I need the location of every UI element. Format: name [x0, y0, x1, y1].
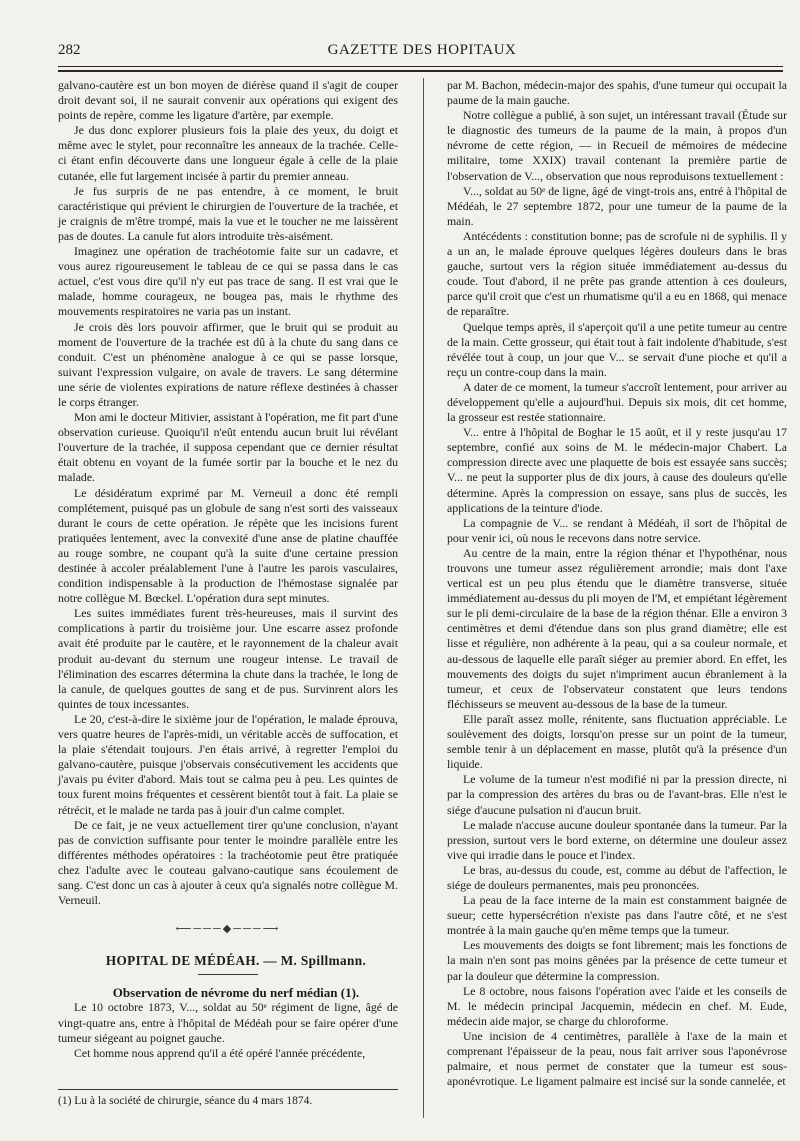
- paragraph: par M. Bachon, médecin-major des spahis, d'une tumeur qui occupait la paume de la main gauche.: [447, 78, 787, 108]
- paragraph: V..., soldat au 50ᵉ de ligne, âgé de vingt-trois ans, entré à l'hôpital de Médéah, le 27 septembre 1872, pour une tumeur de la paume de la main.: [447, 183, 787, 228]
- left-column: [58, 78, 398, 1061]
- title-rule: [198, 974, 258, 975]
- paragraph: La peau de la face interne de la main est constamment baignée de sueur; cette hypersécrétion n'existe pas dans l'autre côté, et ne s'est montrée à la main gauche qu'en même temps que la tumeur.: [447, 893, 787, 938]
- footnote-rule: [58, 1089, 398, 1090]
- column-separator: [423, 78, 424, 1118]
- footnote: (1) Lu à la société de chirurgie, séance du 4 mars 1874.: [58, 1095, 313, 1107]
- paragraph: Notre collègue a publié, à son sujet, un intéressant travail (Étude sur le diagnostic des tumeurs de la paume de la main, à propos d'un névrome de cette région, — in Recueil de mémoires de médecine militaire, tome XXIX) travail contenant la première partie de l'observation de V..., observation que nous reproduisons textuellement :: [447, 108, 787, 183]
- paragraph: V... entre à l'hôpital de Boghar le 15 août, et il y reste jusqu'au 17 septembre, confié aux soins de M. le médecin-major Chabert. La compression directe avec une plaquette de bois est essayée sans succès; V... ne peut la supporter plus de dix jours, à cause des douleurs qu'elle détermine. Après la compression on essaye, sans plus de succès, les applications de la teinture d'iode.: [447, 425, 787, 515]
- paragraph: Imaginez une opération de trachéotomie faite sur un cadavre, et vous aurez rigoureusement le tableau de ce qui se passa dans le cas actuel, c'est vous dire qu'il n'y eut pas trace de sang. Il est vrai que le malade, homme courageux, ne bougea pas, mais le rhythme des mouvements respiratoires ne varia pas un instant.: [58, 244, 398, 319]
- observation-title: Observation de névrome du nerf médian (1).: [112, 985, 360, 1001]
- paragraph: Je dus donc explorer plusieurs fois la plaie des yeux, du doigt et même avec le stylet, pour reconnaître les anneaux de la trachée. Celle-ci étant enfin découverte dans une longueur égale à celle de la plaie cutanée, elle fut largement incisée à partir du premier anneau.: [58, 123, 398, 183]
- paragraph: Je fus surpris de ne pas entendre, à ce moment, le bruit caractéristique qui prévient le chirurgien de l'ouverture de la trachée, et je craignis de m'être trompé, mais la vue et le toucher ne me laissèrent pas de doutes. La canule fut alors introduite très-aisément.: [58, 183, 398, 243]
- paragraph: Les suites immédiates furent très-heureuses, mais il survint des complications à partir du troisième jour. Une escarre assez profonde avait été produite par le cautère, et le rayonnement de la chaleur avait produit au-devant du sternum une rougeur intense. Le travail de l'élimination des escarres détermina la chute dans la trachée, le long de la canule, de quelques gouttes de sang et de pus. Survinrent alors les quintes de toux incessantes.: [58, 606, 398, 711]
- paragraph: Le désidératum exprimé par M. Verneuil a donc été rempli complétement, puisqué pas un globule de sang n'est sorti des vaisseaux durant le cours de cette opération. Je répète que les incisions furent pratiquées lentement, avec la convexité d'une anse de platine chauffée au rouge sombre, ne coupant qu'à la suite d'une certaine pression destinée à accoler préalablement l'une à l'autre les parois vasculaires, condition indispensable à la production de l'hémostase signalée par notre collègue M. Bœckel. L'opération dura sept minutes.: [58, 485, 398, 606]
- paragraph: Le bras, au-dessus du coude, est, comme au début de l'affection, le siége de douleurs permanentes, mais peu prononcées.: [447, 862, 787, 892]
- paragraph: Le malade n'accuse aucune douleur spontanée dans la tumeur. Par la pression, surtout vers le bord externe, on détermine une douleur assez vive qui irradie dans le pouce et l'index.: [447, 817, 787, 862]
- section-title: HOPITAL DE MÉDÉAH. — M. Spillmann.: [105, 953, 367, 969]
- page-header: [58, 42, 786, 64]
- paragraph: Une incision de 4 centimètres, parallèle à l'axe de la main et comprenant l'épaisseur de la peau, nous fait arriver sous l'aponévrose palmaire, et nous permet de constater que la tumeur est sous-aponévrotique. Le ligament palmaire est incisé sur la sonde cannelée, et: [447, 1028, 787, 1089]
- paragraph: galvano-cautère est un bon moyen de diérèse quand il s'agit de couper droit devant soi, il ne saurait convenir aux opérations qui exigent des points de repère, comme les ligature d'artère, par exemple.: [58, 78, 398, 123]
- header-rule-top: [58, 66, 783, 67]
- paragraph: Les mouvements des doigts se font librement; mais les fonctions de la main n'en sont pas moins gênées par la présence de cette tumeur et par la douleur que détermine la compression.: [447, 938, 787, 983]
- paragraph: La compagnie de V... se rendant à Médéah, il sort de l'hôpital de pour venir ici, où nous le recevons dans notre service.: [447, 515, 787, 545]
- paragraph: Le 20, c'est-à-dire le sixième jour de l'opération, le malade éprouva, vers quatre heures de l'après-midi, un véritable accès de suffocation, et la plaie s'étendait toujours. J'en étais arrivé, à regretter l'emploi du galvano-cautère, puisque j'observais consécutivement les accidents que j'avais pu éviter d'abord. Mais tout se calma peu à peu. Les quintes de toux furent moins fréquentes et cessèrent bientôt tout à fait. La plaie se rétrécit, et le malade ne tarda pas à jouir d'un calme complet.: [58, 711, 398, 817]
- paragraph: Mon ami le docteur Mitivier, assistant à l'opération, me fit part d'une observation curieuse. Quoiqu'il n'eût entendu aucun bruit lui révélant l'ouverture de la trachée, il supposa cependant que ce dernier résultat était obtenu en voyant de la fumée sortir par la bouche et le nez du malade.: [58, 410, 398, 485]
- page-number: 282: [58, 42, 81, 58]
- right-column: [447, 78, 787, 1089]
- header-rule-bottom: [58, 70, 783, 72]
- paragraph: Je crois dès lors pouvoir affirmer, que le bruit qui se produit au moment de l'ouverture de la trachée est dû à la chute du sang dans ce conduit. C'est un phénomène analogue à ce qui se passe lorsque, suivant l'expression vulgaire, on avale de travers. Le sang détermine une série de violentes expirations de nature réflexe destinées à chasser le corps étranger.: [58, 319, 398, 409]
- paragraph: Elle paraît assez molle, rénitente, sans fluctuation appréciable. Le soulèvement des doigts, lorsqu'on presse sur un point de la tumeur, semble tenir à un déplacement en masse, plutôt qu'à la présence d'un liquide.: [447, 711, 787, 772]
- paragraph: Quelque temps après, il s'aperçoit qu'il a une petite tumeur au centre de la main. Cette grosseur, qui était tout à fait indolente d'habitude, s'est révélée tout à coup, un jour que V... se servait d'une pioche et qu'il a reçu un contre-coup dans la main.: [447, 319, 787, 379]
- paragraph: Le 8 octobre, nous faisons l'opération avec l'aide et les conseils de M. le médecin principal Jacquemin, médecin en chef. M. Eude, médecin aide major, se charge du chloroforme.: [447, 983, 787, 1028]
- section-ornament: ⟵───◆───⟶: [175, 923, 281, 936]
- paragraph: De ce fait, je ne veux actuellement tirer qu'une conclusion, n'ayant pas de conviction suffisante pour tenter le moindre parallèle entre les différentes méthodes opératoires : la trachéotomie peut être pratiquée chez l'adulte avec le couteau galvano-cautique sans écoulement de sang. C'est donc un cas à ajouter à ceux qu'a signalés notre collègue M. Verneuil.: [58, 817, 398, 908]
- paragraph: Cet homme nous apprend qu'il a été opéré l'année précédente,: [74, 1045, 366, 1060]
- running-title: GAZETTE DES HOPITAUX: [327, 42, 517, 58]
- paragraph: Au centre de la main, entre la région thénar et l'hypothénar, nous trouvons une tumeur assez régulièrement arrondie; mais dont l'axe vertical est un peu plus étendu que le diamètre transverse, située immédiatement au-dessus du pli moyen de l'M, et empiétant légèrement sur le pli demi-circulaire de la base de la région thénar. Elle a environ 3 centimètres et demi d'étendue dans son plus grand diamètre; elle est lisse et régulière, non adhérente à la peau, qui a sa couleur normale, et au-dessous de laquelle elle paraît siéger au premier abord. En effet, les mouvements des doigts du sujet n'impriment aucun ébranlement à la tumeur, et ceux de l'observateur constatent que leurs tendons fléchisseurs se meuvent au-dessous de la base de la tumeur.: [447, 545, 787, 711]
- paragraph: A dater de ce moment, la tumeur s'accroît lentement, pour arriver au développement qu'elle a aujourd'hui. Depuis six mois, dit cet homme, la grosseur est restée stationnaire.: [447, 379, 787, 425]
- paragraph: Antécédents : constitution bonne; pas de scrofule ni de syphilis. Il y a un an, le malade éprouve quelques légères douleurs dans le bras gauche, surtout vers la région située immédiatement au-dessus du coude. Tout d'abord, il ne prête pas grande attention à ces douleurs, parce qu'il croit que c'est un rhumatisme qu'il a eu en 1868, qui menace de reparaître.: [447, 228, 787, 319]
- paragraph: Le volume de la tumeur n'est modifié ni par la pression directe, ni par la compression des artères du bras ou de l'avant-bras. Elle n'est le siége d'aucune pulsation ni d'aucun bruit.: [447, 772, 787, 817]
- paragraph: Le 10 octobre 1873, V..., soldat au 50ᵉ régiment de ligne, âgé de vingt-quatre ans, entre à l'hôpital de Médéah pour se faire opérer d'une tumeur siégeant au poignet gauche.: [58, 1000, 398, 1045]
